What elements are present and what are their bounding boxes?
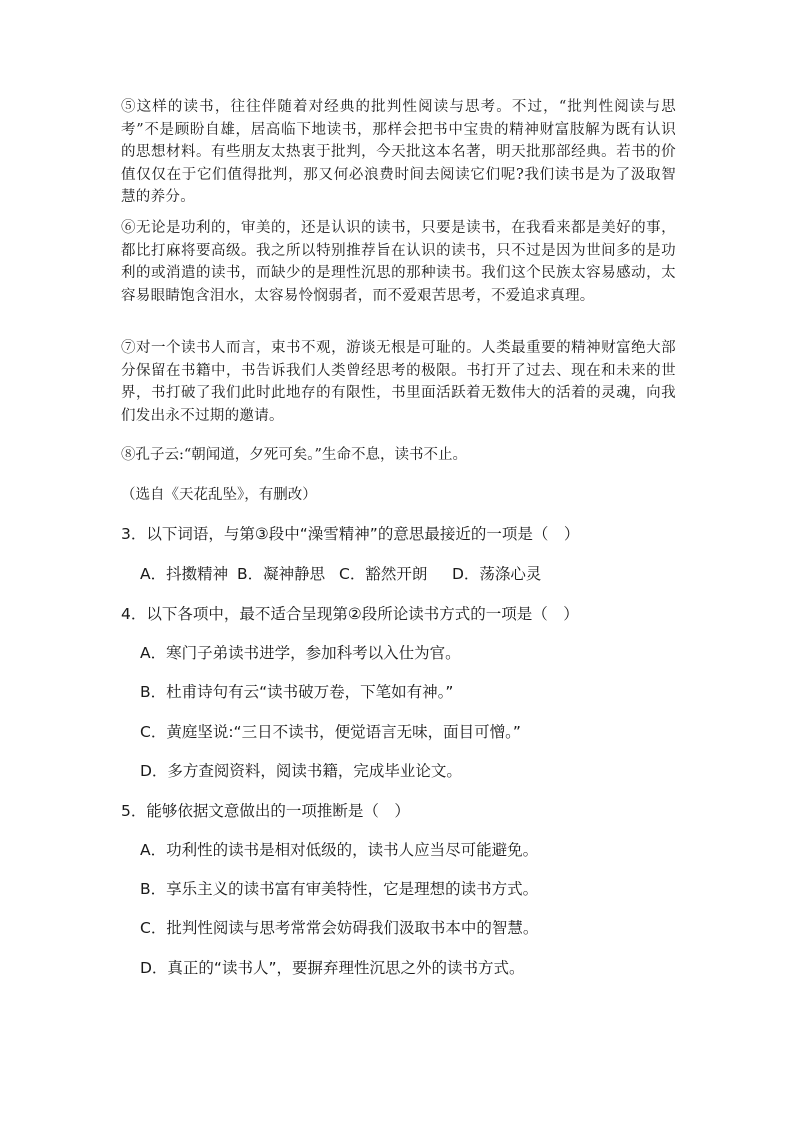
question-5-option-c[interactable]: C．批判性阅读与思考常常会妨碍我们汲取书本中的智慧。 [140,919,539,937]
question-5-option-b[interactable]: B．享乐主义的读书富有审美特性，它是理想的读书方式。 [140,880,539,898]
paragraph-6: ⑥无论是功利的，审美的，还是认识的读书，只要是读书，在我看来都是美好的事，都比打麻将要高级。我之所以特别推荐旨在认识的读书，只不过是因为世间多的是功利的或消遣的读书，而缺少的是理性沉思的那种读书。我们这个民族太容易感动，太容易眼睛饱含泪水，太容易怜悯弱者，而不爱艰苦思考，不爱追求真理。 [121,220,676,304]
question-5-option-a[interactable]: A．功利性的读书是相对低级的，读书人应当尽可能避免。 [140,841,539,859]
option-a[interactable]: A．抖擞精神 [140,565,229,583]
question-5-stem: 5．能够依据文意做出的一项推断是（ ） [121,802,410,820]
question-4-option-a[interactable]: A．寒门子弟读书进学，参加科考以入仕为官。 [140,644,461,662]
question-3-stem: 3．以下词语，与第③段中“澡雪精神”的意思最接近的一项是（ ） [121,525,580,543]
paragraph-8: ⑧孔子云:“朝闻道，夕死可矣。”生命不息，读书不止。 [121,447,467,463]
question-5-option-d[interactable]: D．真正的“读书人”，要摒弃理性沉思之外的读书方式。 [140,959,525,977]
question-4-option-c[interactable]: C．黄庭坚说:“三日不读书，便觉语言无味，面目可憎。” [140,723,521,741]
question-3-options [140,562,541,584]
question-4-option-d[interactable]: D．多方查阅资料，阅读书籍，完成毕业论文。 [140,762,462,780]
question-4-option-b[interactable]: B．杜甫诗句有云“读书破万卷，下笔如有神。” [140,683,454,701]
source-note: （选自《天花乱坠》，有删改） [121,487,317,503]
option-d[interactable]: D．荡涤心灵 [452,565,542,583]
option-c[interactable]: C．豁然开朗 [339,565,428,583]
paragraph-5: ⑤这样的读书，往往伴随着对经典的批判性阅读与思考。不过，“批判性阅读与思考”不是顾盼自雄，居高临下地读书，那样会把书中宝贵的精神财富肢解为既有认识的思想材料。有些朋友太热衷于批判，今天批这本名著，明天批那部经典。若书的价值仅仅在于它们值得批判，那又何必浪费时间去阅读它们呢?我们读书是为了汲取智慧的养分。 [121,99,676,206]
option-b[interactable]: B．凝神静思 [237,565,326,583]
question-4-stem: 4．以下各项中，最不适合呈现第②段所论读书方式的一项是（ ） [121,605,579,623]
paragraph-7: ⑦对一个读书人而言，束书不观，游谈无根是可耻的。人类最重要的精神财富绝大部分保留在书籍中，书告诉我们人类曾经思考的极限。书打开了过去、现在和未来的世界，书打破了我们此时此地存的有限性，书里面活跃着无数伟大的活着的灵魂，向我们发出永不过期的邀请。 [121,340,676,424]
